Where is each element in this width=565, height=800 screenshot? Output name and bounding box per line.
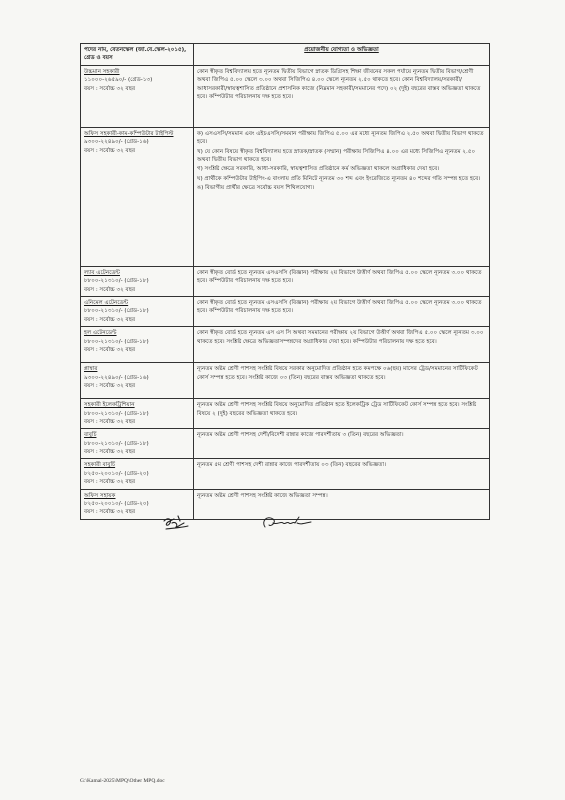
requirement-text: কোন স্বীকৃত বোর্ড হতে ন্যূনতম এস এস সি অথবা সমমানের পরীক্ষায় ২য় বিভাগে উত্তীর্ণ অথবা জিপিএ ৫.০০ স্কেলে ন্যূনতম ৩.০০ থাকতে হবে। সংশ্লিষ্ট ক্ষেত্রে অভিজ্ঞতাসম্পন্নদের অগ্রাধিকার দেয়া হবে। কম্পিউটার পরিচালনায় দক্ষ হতে হবে। bbox=[197, 330, 484, 345]
table-row bbox=[81, 65, 490, 127]
pay-scale: ৮৮০০-২১৩১০/- (গ্রেড-১৮) bbox=[84, 440, 149, 447]
post-cell bbox=[81, 327, 194, 363]
post-name: সহকারী ইলেকট্রিশিয়ান bbox=[84, 402, 135, 409]
post-cell bbox=[81, 459, 194, 489]
table-row bbox=[81, 363, 490, 399]
post-cell bbox=[81, 266, 194, 296]
requirement-text: খ) যে কোন বিষয়ে স্বীকৃত বিশ্ববিদ্যালয় হতে স্নাতক/স্নাতক (সম্মান) পরীক্ষায় সিজিপিএ ৪.০০ এর মধ্যে সিজিপিএ ন্যূনতম ২.৫০ অথবা দ্বিতীয় বিভাগ থাকতে হবে। bbox=[197, 148, 476, 163]
age-limit: বয়স : সর্বোচ্চ ৩২ বছর bbox=[84, 449, 136, 456]
post-name: উচ্চমান সহকারী bbox=[84, 68, 120, 75]
job-requirements-table bbox=[80, 43, 490, 520]
pay-scale: ৮৮০০-২১৩১০/- (গ্রেড-১৮) bbox=[84, 308, 149, 315]
table-row bbox=[81, 266, 490, 296]
post-cell bbox=[81, 65, 194, 127]
requirements-cell bbox=[194, 266, 490, 296]
pay-scale: ৮২৫০-২০০১০/- (গ্রেড-২০) bbox=[84, 501, 149, 508]
post-name: ল্যাব এটেনডেন্ট bbox=[84, 269, 120, 276]
pay-scale: ৮৮০০-২১৩১০/- (গ্রেড-১৮) bbox=[84, 338, 149, 345]
age-limit: বয়স : সর্বোচ্চ ৩২ বছর bbox=[84, 479, 136, 486]
post-name: অফিস সহায়ক bbox=[84, 492, 116, 499]
age-limit: বয়স : সর্বোচ্চ ৩২ বছর bbox=[84, 346, 136, 353]
requirements-cell bbox=[194, 399, 490, 429]
requirement-text: ন্যূনতম অষ্টম শ্রেণী পাশসহ দেশী/বিদেশী রান্নার কাজে পারদর্শীতায় ৩ (তিন) বছরের অভিজ্ঞতা। bbox=[197, 432, 404, 439]
age-limit: বয়স : সর্বোচ্চ ৩২ বছর bbox=[84, 316, 136, 323]
age-limit: বয়স : সর্বোচ্চ ৩২ বছর bbox=[84, 286, 136, 293]
requirements-cell bbox=[194, 65, 490, 127]
post-cell bbox=[81, 296, 194, 326]
requirement-text: ন্যূনতম অষ্টম শ্রেণী পাশসহ সংশ্লিষ্ট বিষয়ে অনুমোদিত প্রতিষ্ঠান হতে ইলেকট্রিক ট্রেড সার্টিফিকেট কোর্স সম্পন্ন হতে হবে। সংশ্লিষ্ট বিষয়ে ২ (দুই) বছরের অভিজ্ঞতা থাকতে হবে। bbox=[197, 402, 477, 417]
post-name: হল এটেনডেন্ট bbox=[84, 330, 117, 337]
requirement-text: ন্যূনতম অষ্টম শ্রেণী পাশসহ সংশ্লিষ্ট বিষয়ে সরকার অনুমোদিত প্রতিষ্ঠান হতে কমপক্ষে ০৬(ছয়) মাসের ট্রেড/সমমানের সার্টিফিকেট কোর্স সম্পন্ন হতে হবে। সংশ্লিষ্ট কাজে ০৩ (তিন) বছরের বাস্তব অভিজ্ঞতা থাকতে হবে। bbox=[197, 366, 478, 381]
post-name: এনিমেল এটেনডেন্ট bbox=[84, 299, 129, 306]
requirement-text: ন্যূনতম অষ্টম শ্রেণী পাশসহ সংশ্লিষ্ট কাজে অভিজ্ঞতা সম্পন্ন। bbox=[197, 492, 328, 499]
requirement-text: ক) এসএসসি/সমমান এবং এইচএসসি/সমমান পরীক্ষায় জিপিএ ৫.০০ এর মধ্যে ন্যূনতম জিপিএ ২.৫০ অথবা দ্বিতীয় বিভাগ থাকতে হবে। bbox=[197, 130, 484, 146]
age-limit: বয়স : সর্বোচ্চ ৩২ বছর bbox=[84, 418, 136, 425]
signature-1 bbox=[160, 513, 192, 535]
requirement-text: ঘ) প্রার্থীকে কম্পিউটার টাইপিং-এ বাংলায় প্রতি মিনিটে ন্যূনতম ৩০ শব্দ এবং ইংরেজিতে ন্যূনতম ৪০ শব্দের গতি সম্পন্ন হতে হবে। bbox=[197, 175, 481, 182]
header-post: পদের নাম, বেতনস্কেল (জা.বে.স্কেল-২০১৫), গ্রেড ও বয়স bbox=[81, 44, 194, 66]
pay-scale: ৮৮০০-২১৩১০/- (গ্রেড-১৮) bbox=[84, 410, 149, 417]
requirements-cell bbox=[194, 363, 490, 399]
post-cell bbox=[81, 127, 194, 266]
age-limit: বয়স : সর্বোচ্চ ৩২ বছর bbox=[84, 147, 136, 154]
post-cell bbox=[81, 399, 194, 429]
requirement-text: কোন স্বীকৃত বিশ্ববিদ্যালয় হতে ন্যূনতম দ্বিতীয় বিভাগে স্নাতক ডিগ্রিসহ শিক্ষা জীবনের সকল পর্যায়ে ন্যূনতম দ্বিতীয় বিভাগ/শ্রেণী অথবা জিপিএ ৫.০০ স্কেলে ৩.০০ অথবা সিজিপিএ ৪.০০ স্কেলে ন্যূনতম ২.৫০ থাকতে হবে। কোন বিশ্ববিদ্যালয়/সরকারী/ আধাসরকারী/স্বায়ত্বশাসিত প্রতিষ্ঠানে প্রশাসনিক কাজে (নিম্নমান সহকারী/সমমানের পদে) ০২ (দুই) বছরের বাস্তব অভিজ্ঞতা থাকতে হবে। কম্পিউটার পরিচালনায় দক্ষ হতে হবে। bbox=[197, 68, 481, 100]
requirement-text: কোন স্বীকৃত বোর্ড হতে ন্যূনতম এসএসসি (বিজ্ঞান) পরীক্ষায় ২য় বিভাগে উত্তীর্ণ অথবা জিপিএ ৫.০০ স্কেলে ন্যূনতম ৩.০০ থাকতে হবে। কম্পিউটার পরিচালনায় দক্ষ হতে হবে। bbox=[197, 299, 482, 315]
table-row bbox=[81, 127, 490, 266]
table-row bbox=[81, 296, 490, 326]
requirement-text: কোন স্বীকৃত বোর্ড হতে ন্যূনতম এসএসসি (বিজ্ঞান) পরীক্ষায় ২য় বিভাগে উত্তীর্ণ অথবা জিপিএ ৫.০০ স্কেলে ন্যূনতম ৩.০০ থাকতে হবে। কম্পিউটার পরিচালনায় দক্ষ হতে হবে। bbox=[197, 269, 482, 285]
requirements-cell bbox=[194, 489, 490, 519]
post-cell bbox=[81, 363, 194, 399]
table-row bbox=[81, 429, 490, 459]
pay-scale: ৯৩০০-২২৪৯০/- (গ্রেড-১৬) bbox=[84, 139, 149, 146]
requirement-text: গ) সংশ্লিষ্ট ক্ষেত্রে সরকারি, আধা-সরকারি, স্বায়ত্বশাসিত প্রতিষ্ঠানে কর্ম অভিজ্ঞতা থাকলে অগ্রাধিকার দেয়া হবে। bbox=[197, 166, 440, 173]
table-row bbox=[81, 459, 490, 489]
requirements-cell bbox=[194, 429, 490, 459]
age-limit: বয়স : সর্বোচ্চ ৩২ বছর bbox=[84, 85, 136, 92]
post-name: সহকারী বাবুর্চি bbox=[84, 462, 116, 469]
requirements-cell bbox=[194, 127, 490, 266]
requirements-cell bbox=[194, 327, 490, 363]
requirements-cell bbox=[194, 459, 490, 489]
signature-2 bbox=[259, 511, 315, 535]
pay-scale: ৯৩০০-২২৪৯০/- (গ্রেড-১৬) bbox=[84, 374, 149, 381]
table-row bbox=[81, 399, 490, 429]
pay-scale: ১১০০০-২৬৫৯০/- (গ্রেড-১৩) bbox=[84, 77, 153, 84]
pay-scale: ৮২৫০-২০০১০/- (গ্রেড-২০) bbox=[84, 470, 149, 477]
requirements-cell bbox=[194, 296, 490, 326]
post-name: বাবুর্চি bbox=[84, 432, 97, 439]
age-limit: বয়স : সর্বোচ্চ ৩২ বছর bbox=[84, 382, 136, 389]
age-limit: বয়স : সর্বোচ্চ ৩২ বছর bbox=[84, 509, 136, 516]
requirement-text: ন্যূনতম ৫ম শ্রেণী পাশসহ দেশী রান্নার কাজে পারদর্শীতায় ০৩ (তিন) বছরের অভিজ্ঞতা। bbox=[197, 462, 387, 469]
post-name: অফিস সহকারী-কাম-কম্পিউটার টাইপিস্ট bbox=[84, 130, 174, 137]
post-name: প্লাম্বার bbox=[84, 366, 98, 373]
table-header-row bbox=[81, 44, 490, 66]
header-requirements: প্রয়োজনীয় যোগ্যতা ও অভিজ্ঞতা bbox=[194, 44, 490, 66]
post-cell bbox=[81, 429, 194, 459]
table-row bbox=[81, 327, 490, 363]
requirement-text: ঙ) বিভাগীয় প্রার্থীর ক্ষেত্রে সর্বোচ্চ বয়স শিথিলযোগ্য। bbox=[197, 185, 315, 192]
pay-scale: ৮৮০০-২১৩১০/- (গ্রেড-১৮) bbox=[84, 278, 149, 285]
footer-file-path: G:\Kamal-2025\MPQ\Other MPQ.doc bbox=[80, 778, 165, 784]
